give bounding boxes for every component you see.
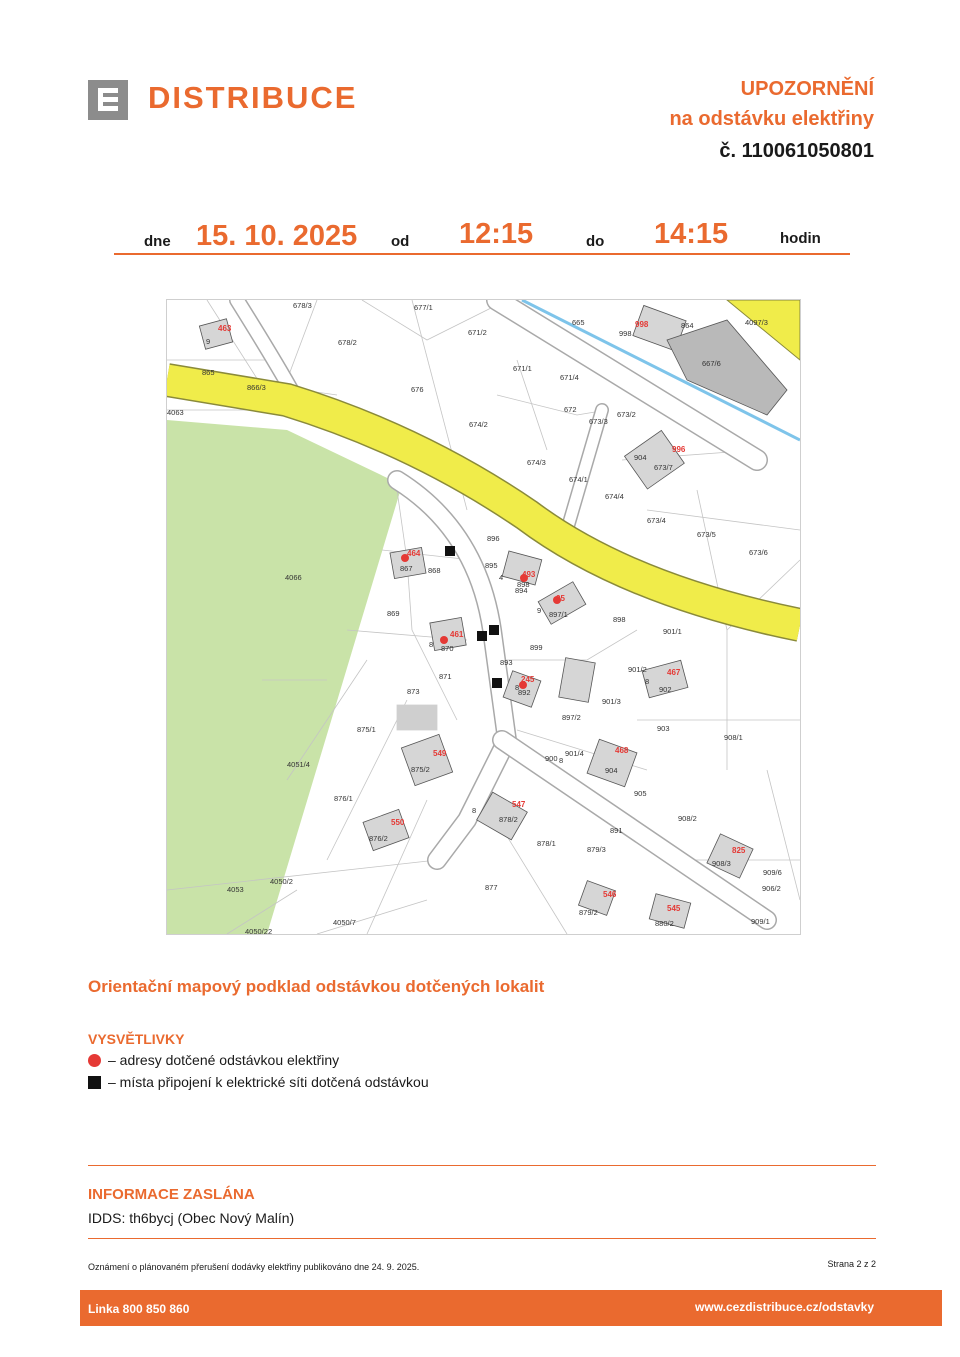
- parcel-label: 671/4: [560, 373, 579, 382]
- legend-item-connection: [88, 1074, 429, 1090]
- parcel-label: 876/2: [369, 834, 388, 843]
- parcel-label: 879/2: [579, 908, 598, 917]
- parcel-label: 673/5: [697, 530, 716, 539]
- parcel-label: 908/1: [724, 733, 743, 742]
- website-link[interactable]: www.cezdistribuce.cz/odstavky: [695, 1300, 874, 1314]
- legend-label: – adresy dotčené odstávkou elektřiny: [108, 1052, 340, 1068]
- info-title: INFORMACE ZASLÁNA: [88, 1186, 255, 1203]
- parcel-label: 876/1: [334, 794, 353, 803]
- date-underline: [114, 253, 850, 255]
- parcel-label: 879/3: [587, 845, 606, 854]
- parcel-label: 4053: [227, 885, 244, 894]
- building-mark: 4: [499, 573, 504, 582]
- divider: [88, 1238, 876, 1239]
- outage-to-time: 14:15: [654, 218, 729, 250]
- publication-note: Oznámení o plánovaném přerušení dodávky elektřiny publikováno dne 24. 9. 2025.: [88, 1262, 420, 1272]
- address-number: 550: [391, 818, 405, 827]
- address-number: 493: [522, 570, 536, 579]
- building-mark: 9: [206, 337, 211, 346]
- building-mark: 8: [429, 640, 434, 649]
- address-number: 825: [732, 846, 746, 855]
- building-mark: 8: [645, 677, 650, 686]
- red-dot-icon: [88, 1054, 101, 1067]
- parcel-label: 875/1: [357, 725, 376, 734]
- parcel-label: 4063: [167, 408, 184, 417]
- legend-item-address: [88, 1052, 339, 1068]
- parcel-label: 901/3: [602, 697, 621, 706]
- parcel-label: 901/4: [565, 749, 584, 758]
- parcel-label: 674/2: [469, 420, 488, 429]
- outage-date: 15. 10. 2025: [196, 220, 358, 252]
- address-number: 461: [450, 630, 464, 639]
- parcel-label: 674/3: [527, 458, 546, 467]
- parcel-label: 4050/2: [270, 877, 293, 886]
- parcel-label: 4050/22: [245, 927, 273, 934]
- parcel-label: 903: [657, 724, 670, 733]
- page-number: Strana 2 z 2: [827, 1259, 876, 1269]
- parcel-label: 901/1: [663, 627, 682, 636]
- parcel-label: 880/2: [655, 919, 674, 928]
- brand-name: DISTRIBUCE: [148, 80, 358, 115]
- parcel-label: 674/4: [605, 492, 624, 501]
- parcel-label: 667/6: [702, 359, 721, 368]
- address-number: 25: [556, 594, 565, 603]
- address-number: 245: [521, 675, 535, 684]
- parcel-label: 671/2: [468, 328, 487, 337]
- building-mark: 998: [619, 329, 632, 338]
- parcel-label: 677/1: [414, 303, 433, 312]
- parcel-label: 878/2: [499, 815, 518, 824]
- parcel-label: 906/2: [762, 884, 781, 893]
- parcel-label: 673/7: [654, 463, 673, 472]
- parcel-label: 896: [487, 534, 500, 543]
- map-caption: Orientační mapový podklad odstávkou dotčených lokalit: [88, 977, 545, 996]
- address-number: 547: [512, 800, 526, 809]
- cez-logo-icon: [88, 80, 128, 120]
- parcel-label: 908/2: [678, 814, 697, 823]
- black-square-icon: [88, 1076, 101, 1089]
- parcel-label: 676: [411, 385, 424, 394]
- parcel-label: 869: [387, 609, 400, 618]
- hours-label: hodin: [780, 230, 821, 247]
- address-number: 545: [667, 904, 681, 913]
- parcel-label: 894: [515, 586, 528, 595]
- parcel-label: 901/2: [628, 665, 647, 674]
- date-label: dne: [144, 233, 171, 250]
- parcel-label: 905: [634, 789, 647, 798]
- parcel-label: 4050/7: [333, 918, 356, 927]
- address-number: 468: [615, 746, 629, 755]
- notice-subtitle: na odstávku elektřiny: [669, 108, 874, 130]
- hotline: Linka 800 850 860: [88, 1302, 190, 1316]
- address-number: 467: [667, 668, 681, 677]
- from-label: od: [391, 233, 410, 250]
- building-mark: 8: [559, 756, 564, 765]
- parcel-label: 673/6: [749, 548, 768, 557]
- parcel-label: 678/3: [293, 301, 312, 310]
- parcel-label: 4066: [285, 573, 302, 582]
- parcel-label: 673/2: [617, 410, 636, 419]
- connection-point: [477, 631, 487, 641]
- parcel-label: 891: [610, 826, 623, 835]
- parcel-label: 893: [500, 658, 513, 667]
- parcel-label: 865: [202, 368, 215, 377]
- notice-title: UPOZORNĚNÍ: [740, 78, 874, 100]
- legend-title: VYSVĚTLIVKY: [88, 1031, 185, 1047]
- address-number: 998: [635, 320, 649, 329]
- parcel-label: 904: [605, 766, 618, 775]
- divider: [88, 1165, 876, 1166]
- parcel-label: 866/3: [247, 383, 266, 392]
- info-text: IDDS: th6bycj (Obec Nový Malín): [88, 1210, 295, 1226]
- parcel-label: 895: [485, 561, 498, 570]
- parcel-label: 673/3: [589, 417, 608, 426]
- parcel-label: 877: [485, 883, 498, 892]
- parcel-label: 899: [530, 643, 543, 652]
- parcel-label: 878/1: [537, 839, 556, 848]
- address-number: 464: [407, 549, 421, 558]
- connection-point: [492, 678, 502, 688]
- parcel-label: 897/2: [562, 713, 581, 722]
- building-mark: 898: [517, 580, 530, 589]
- parcel-label: 909/1: [751, 917, 770, 926]
- parcel-label: 870: [441, 644, 454, 653]
- connection-point: [445, 546, 455, 556]
- forest-area: [167, 420, 402, 934]
- notice-number: č. 110061050801: [719, 140, 874, 162]
- parcel-label: 909/6: [763, 868, 782, 877]
- building-mark: 8: [515, 683, 520, 692]
- address-number: 549: [433, 749, 447, 758]
- parcel-label: 4097/3: [745, 318, 768, 327]
- address-number: 546: [603, 890, 617, 899]
- outage-from-time: 12:15: [459, 218, 534, 250]
- address-number: 463: [218, 324, 232, 333]
- parcel-label: 867: [400, 564, 413, 573]
- parcel-label: 873: [407, 687, 420, 696]
- to-label: do: [586, 233, 605, 250]
- parcel-label: 898: [613, 615, 626, 624]
- parcel-label: 673/4: [647, 516, 666, 525]
- outage-map: [166, 299, 801, 935]
- footer-bar: [80, 1290, 942, 1326]
- parcel-label: 908/3: [712, 859, 731, 868]
- address-number: 996: [672, 445, 686, 454]
- legend-label: – místa připojení k elektrické síti dotčená odstávkou: [108, 1074, 429, 1090]
- parcel-label: 665: [572, 318, 585, 327]
- parcel-label: 900: [545, 754, 558, 763]
- building-mark: 904: [634, 453, 647, 462]
- parcel-label: 902: [659, 685, 672, 694]
- building-mark: 8: [472, 806, 477, 815]
- parcel-label: 4051/4: [287, 760, 310, 769]
- parcel-label: 678/2: [338, 338, 357, 347]
- parcel-label: 868: [428, 566, 441, 575]
- parcel-label: 871: [439, 672, 452, 681]
- parcel-label: 864: [681, 321, 694, 330]
- building-mark: 9: [537, 606, 542, 615]
- parcel-label: 897/1: [549, 610, 568, 619]
- cadastral-map: [167, 300, 800, 934]
- connection-point: [489, 625, 499, 635]
- parcel-label: 892: [518, 688, 531, 697]
- parcel-label: 674/1: [569, 475, 588, 484]
- parcel-label: 875/2: [411, 765, 430, 774]
- parcel-label: 672: [564, 405, 577, 414]
- parcel-label: 671/1: [513, 364, 532, 373]
